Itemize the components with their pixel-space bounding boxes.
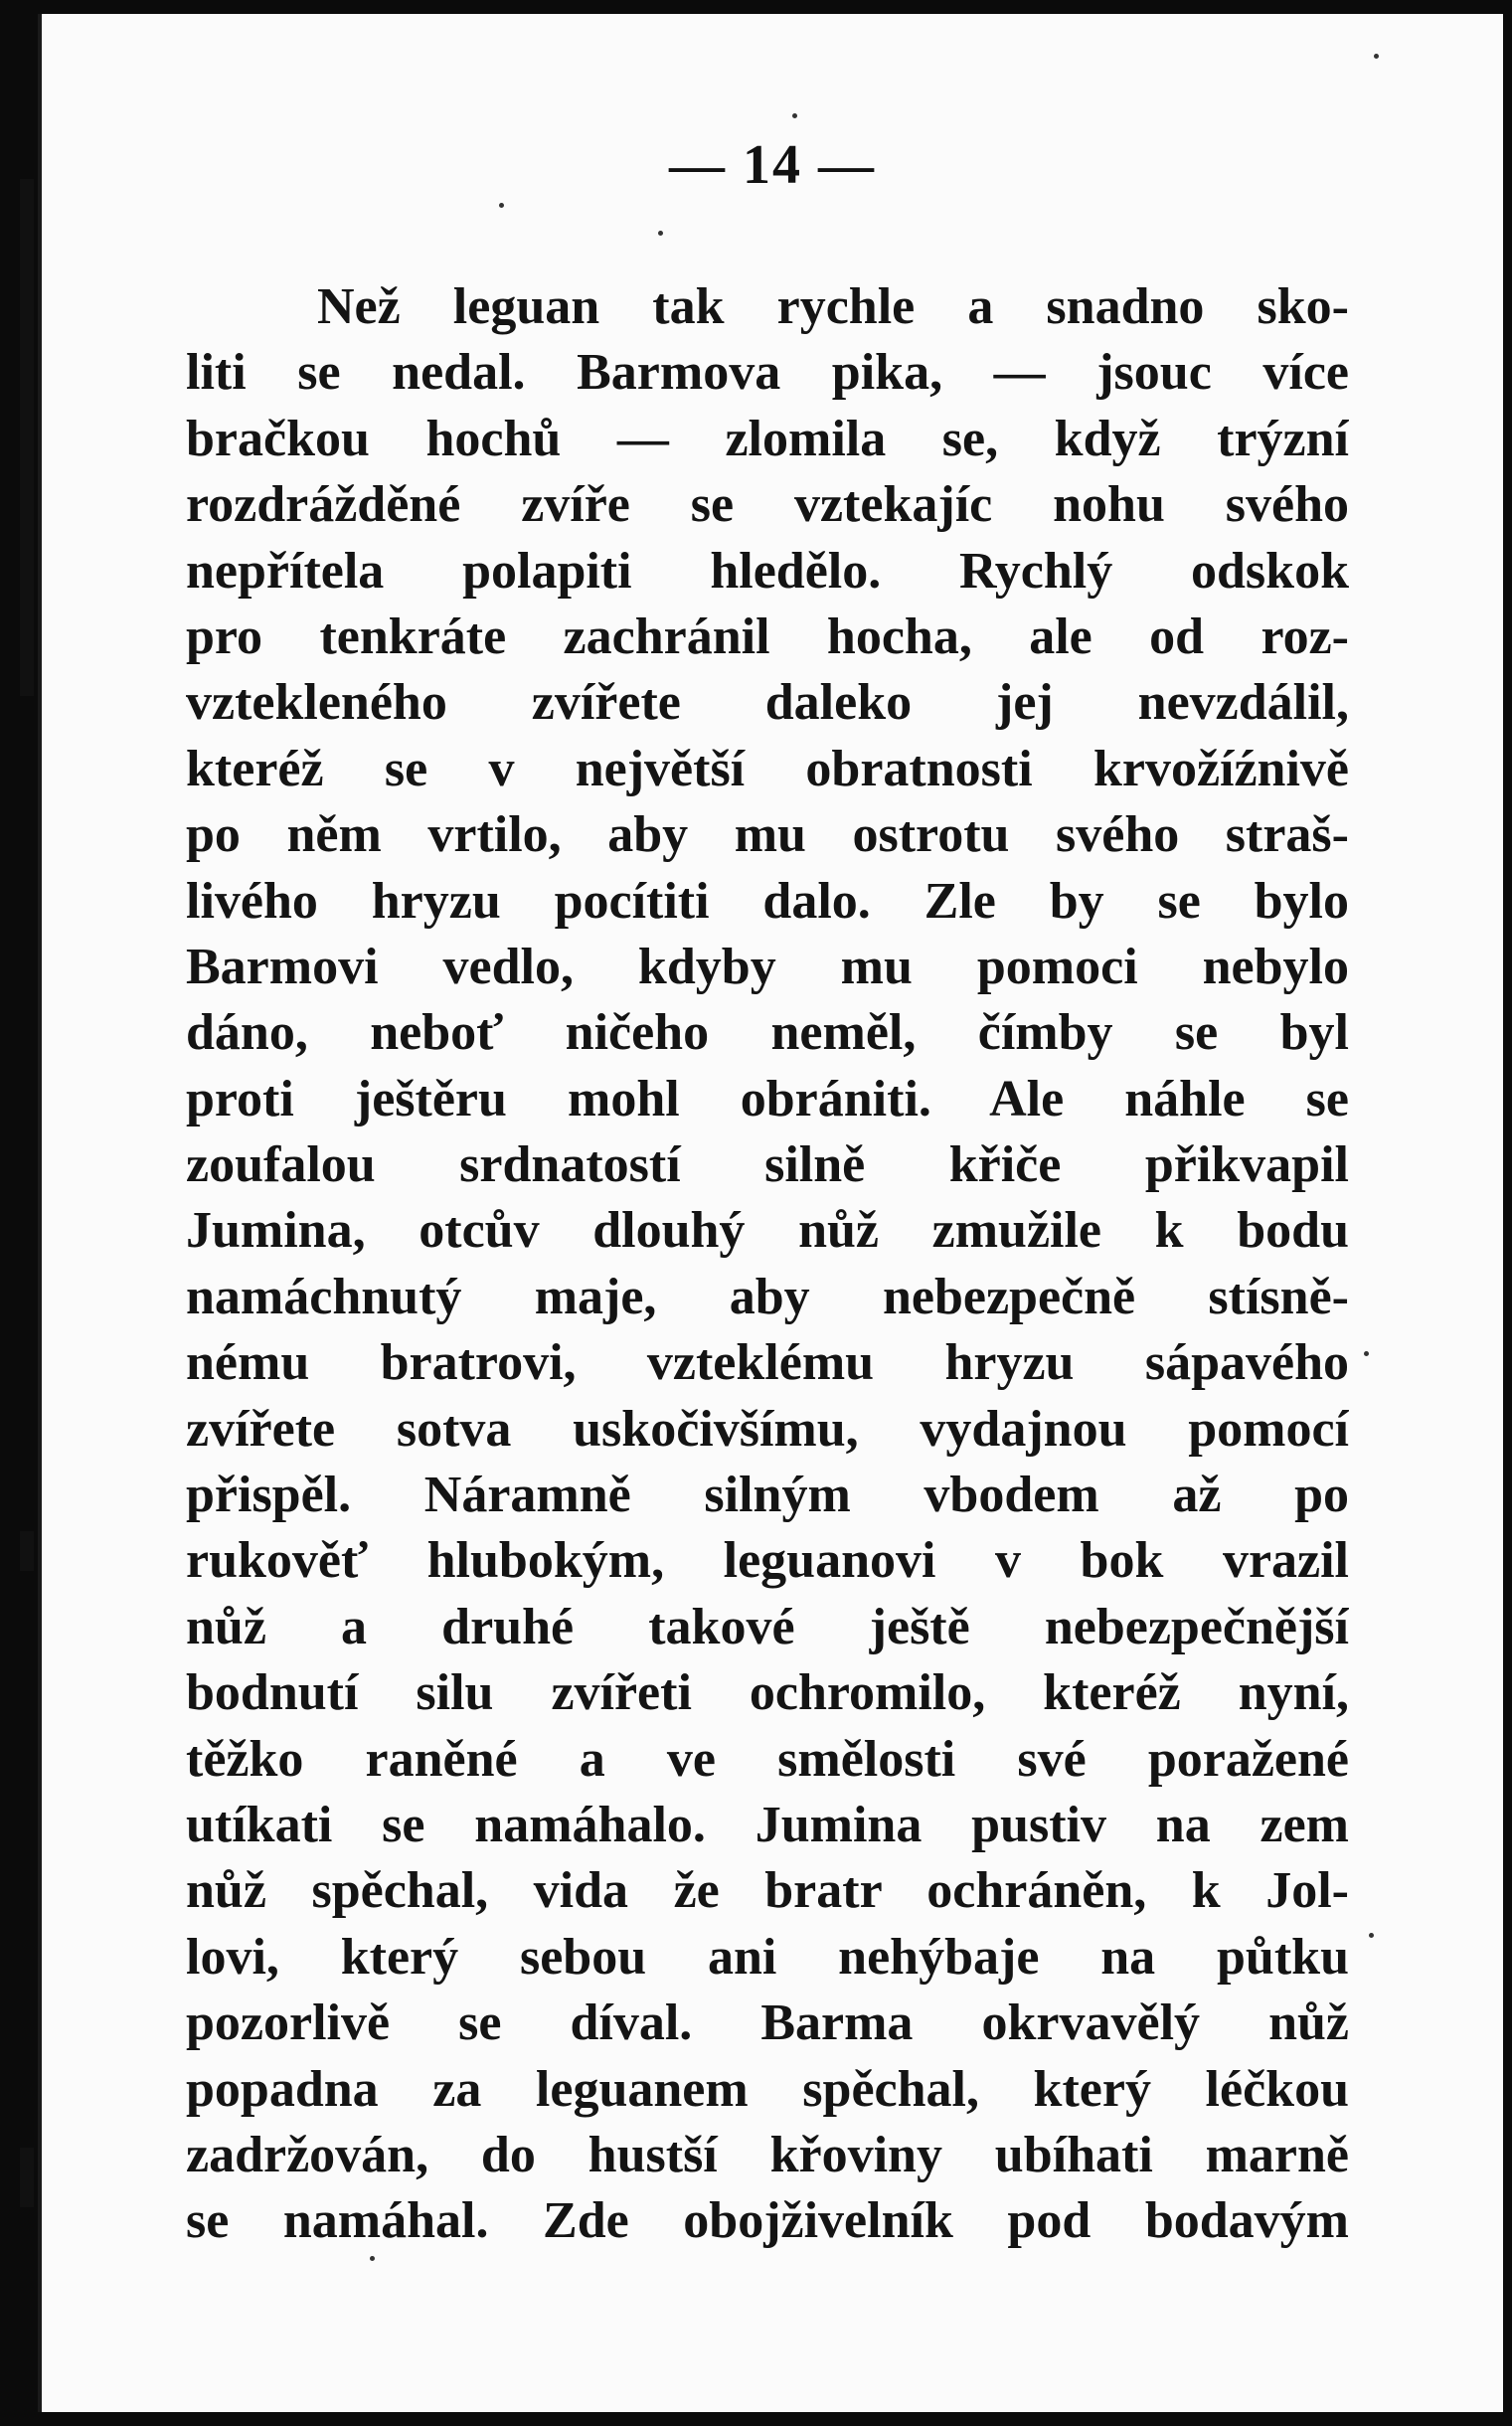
text-line: bračkou hochů — zlomila se, když trýzní bbox=[186, 410, 1349, 467]
text-line: zadržován, do hustší křoviny ubíhati marně bbox=[186, 2126, 1349, 2183]
binding-edge bbox=[20, 179, 34, 696]
text-line: namáchnutý maje, aby nebezpečně stísně- bbox=[186, 1268, 1349, 1325]
text-line: pro tenkráte zachránil hocha, ale od roz- bbox=[186, 607, 1349, 665]
text-line: livého hryzu pocítiti dalo. Zle by se bylo bbox=[186, 872, 1349, 930]
text-line: lovi, který sebou ani nehýbaje na půtku bbox=[186, 1928, 1349, 1986]
text-line: nůž a druhé takové ještě nebezpečnější bbox=[186, 1598, 1349, 1655]
scan-speck bbox=[1369, 1933, 1374, 1938]
text-line: kteréž se v největší obratnosti krvožíźnivě bbox=[186, 740, 1349, 797]
text-line: nepřítela polapiti hledělo. Rychlý odskok bbox=[186, 542, 1349, 600]
body-text bbox=[186, 274, 1349, 2255]
text-line: proti ještěru mohl obrániti. Ale náhle se bbox=[186, 1070, 1349, 1127]
text-line: těžko raněné a ve smělosti své poražené bbox=[186, 1730, 1349, 1788]
text-line: rozdrážděné zvíře se vztekajíc nohu svého bbox=[186, 476, 1349, 534]
text-line: Jumina, otcův dlouhý nůž zmužile k bodu bbox=[186, 1202, 1349, 1260]
text-line: popadna za leguanem spěchal, který léčkou bbox=[186, 2060, 1349, 2118]
scan-speck bbox=[1374, 54, 1379, 59]
text-line: zvířete sotva uskočivšímu, vydajnou pomocí bbox=[186, 1400, 1349, 1458]
text-line: po něm vrtilo, aby mu ostrotu svého straš- bbox=[186, 806, 1349, 864]
page-number: — 14 — bbox=[669, 134, 876, 196]
text-line: přispěl. Náramně silným vbodem až po bbox=[186, 1467, 1349, 1524]
text-line: bodnutí silu zvířeti ochromilo, kteréž nyní, bbox=[186, 1664, 1349, 1722]
text-line: pozorlivě se díval. Barma okrvavělý nůž bbox=[186, 1994, 1349, 2052]
binding-edge bbox=[20, 2148, 34, 2207]
scan-speck bbox=[792, 113, 797, 118]
text-line: Barmovi vedlo, kdyby mu pomoci nebylo bbox=[186, 938, 1349, 995]
scan-speck bbox=[370, 2256, 375, 2261]
text-line: vztekleného zvířete daleko jej nevzdálil, bbox=[186, 674, 1349, 732]
text-line: Než leguan tak rychle a snadno sko- bbox=[317, 278, 1349, 335]
text-line: rukověť hlubokým, leguanovi v bok vrazil bbox=[186, 1532, 1349, 1590]
book-page bbox=[38, 14, 1503, 2412]
scan-speck bbox=[1364, 1351, 1369, 1356]
binding-edge bbox=[20, 1531, 34, 1571]
text-line: nému bratrovi, vzteklému hryzu sápavého bbox=[186, 1334, 1349, 1392]
text-line: zoufalou srdnatostí silně křiče přikvapil bbox=[186, 1136, 1349, 1194]
text-line: nůž spěchal, vida že bratr ochráněn, k Jol- bbox=[186, 1862, 1349, 1920]
text-line: utíkati se namáhalo. Jumina pustiv na zem bbox=[186, 1796, 1349, 1853]
text-line: liti se nedal. Barmova pika, — jsouc více bbox=[186, 344, 1349, 402]
scan-speck bbox=[499, 203, 504, 208]
text-line: dáno, neboť ničeho neměl, čímby se byl bbox=[186, 1004, 1349, 1062]
scan-speck bbox=[658, 231, 663, 236]
text-line: se namáhal. Zde obojživelník pod bodavým bbox=[186, 2192, 1349, 2250]
